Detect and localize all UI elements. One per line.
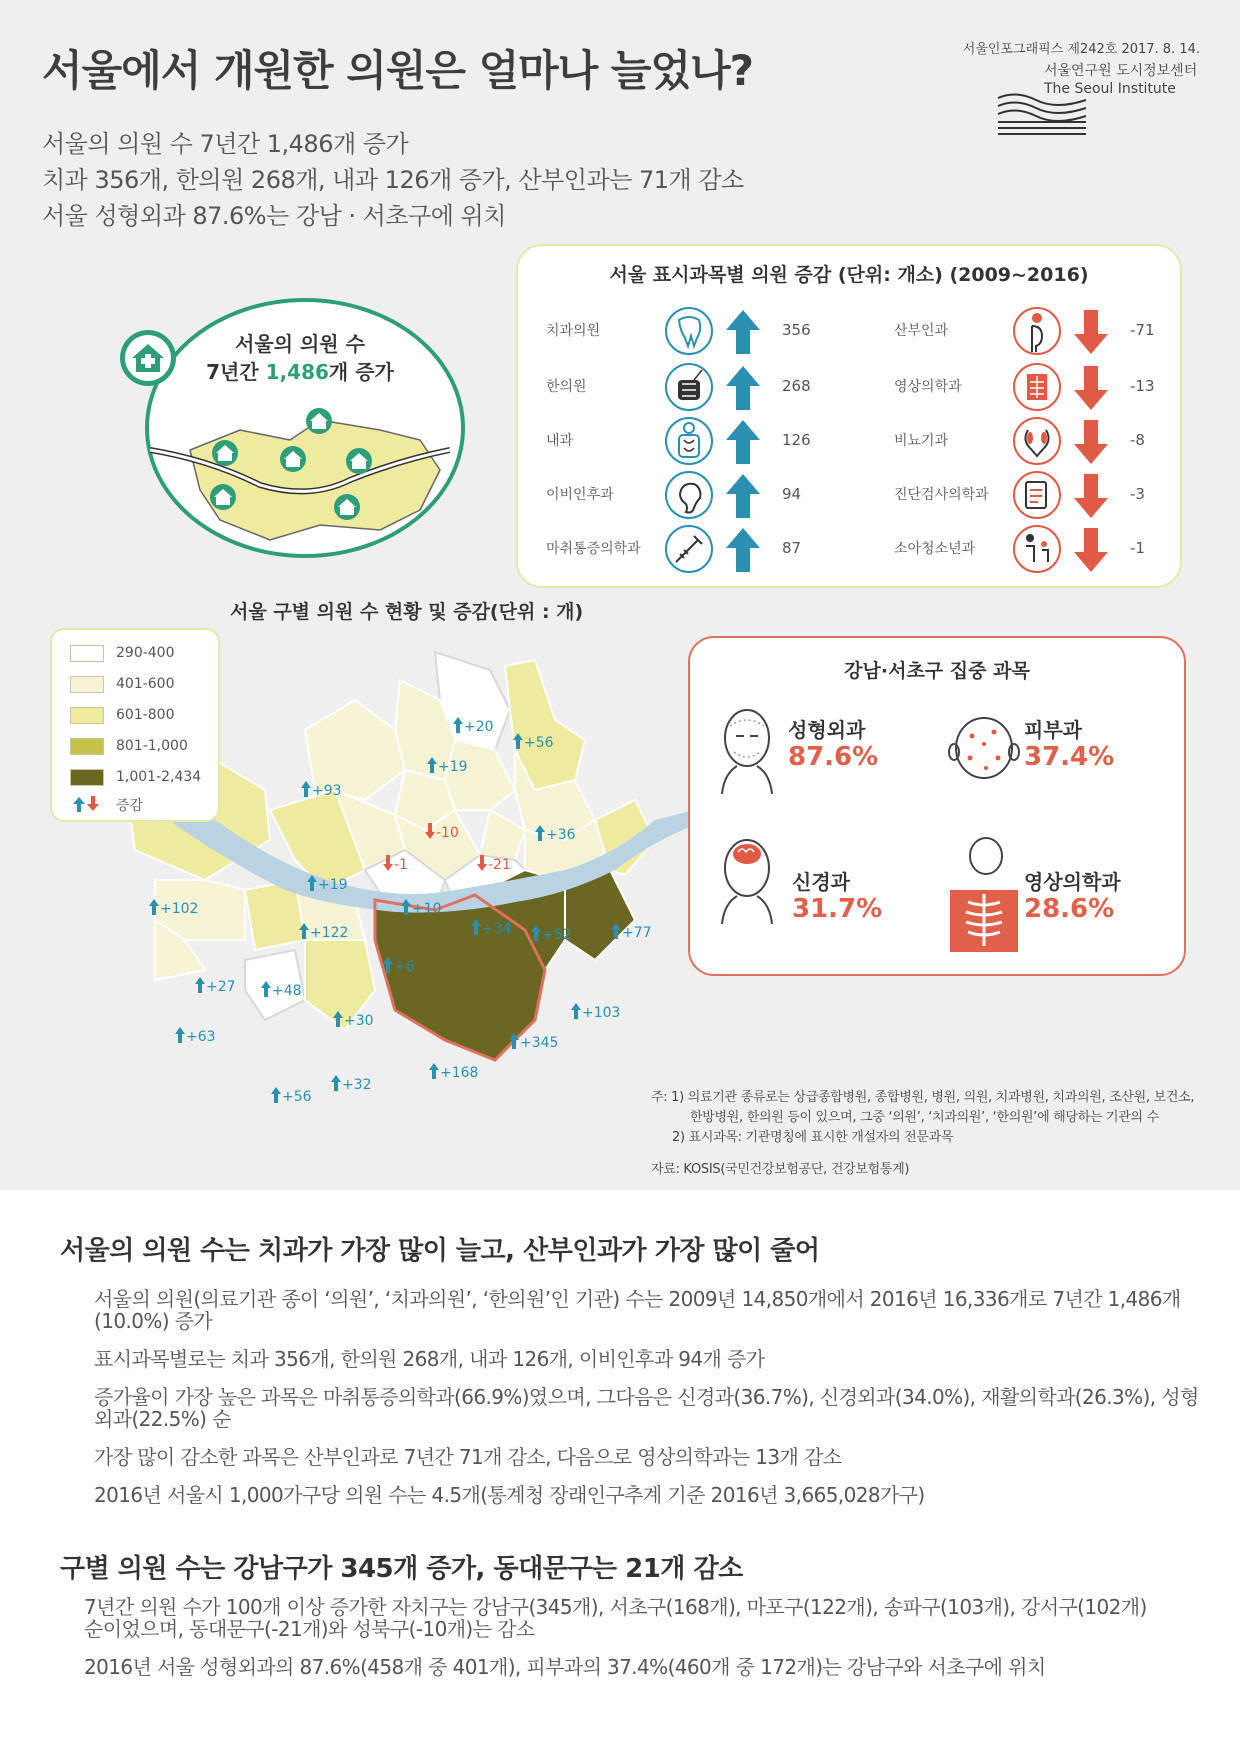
summary-number: 1,486 <box>265 360 329 384</box>
summary-line2: 7년간 1,486개 증가 <box>206 360 394 384</box>
up-arrow-icon <box>724 472 762 520</box>
syringe-icon <box>664 524 714 574</box>
category-value: -8 <box>1130 431 1145 449</box>
note-1b: 한방병원, 한의원 등이 있으며, 그중 ‘의원’, ‘치과의원’, ‘한의원’에 해당하는 기관의 수 <box>690 1110 1159 1125</box>
category-value: -3 <box>1130 485 1145 503</box>
category-label: 내과 <box>546 433 574 449</box>
district-change-label <box>452 716 494 735</box>
legend-swatch <box>70 738 104 755</box>
internal-organs-icon <box>664 416 714 466</box>
district-change-label <box>476 854 511 873</box>
xray-icon <box>1012 362 1062 412</box>
category-row-down-4 <box>894 468 1174 522</box>
source-note: 자료: KOSIS(국민건강보험공단, 건강보험통계) <box>651 1162 910 1177</box>
map-legend <box>50 628 220 822</box>
category-value: 126 <box>782 431 811 449</box>
district-change-value: +6 <box>394 959 415 975</box>
district-change-label <box>534 824 576 843</box>
up-arrow-icon <box>174 1026 186 1044</box>
gangnam-item-name-1: 성형외과 <box>788 718 866 742</box>
gangnam-item-pct-3: 31.7% <box>792 894 883 924</box>
district-change-label <box>424 822 459 841</box>
district-change-label <box>530 924 572 943</box>
district-change-value: +20 <box>464 719 494 735</box>
up-arrow-icon <box>452 716 464 734</box>
gangnam-item-name-4: 영상의학과 <box>1024 870 1121 894</box>
up-arrow-icon <box>724 364 762 412</box>
page-title: 서울에서 개원한 의원은 얼마나 늘었나? <box>42 46 754 95</box>
district-change-value: +345 <box>520 1035 559 1051</box>
subtitle-2: 치과 356개, 한의원 268개, 내과 126개 증가, 산부인과는 71개 감소 <box>42 166 744 194</box>
district-change-label <box>194 976 236 995</box>
legend-label: 801-1,000 <box>116 738 188 754</box>
up-arrow-icon <box>428 1062 440 1080</box>
category-label: 진단검사의학과 <box>894 487 989 503</box>
up-down-arrow-icon <box>70 795 104 812</box>
section1-para3a: 증가율이 가장 높은 과목은 마취통증의학과(66.9%)였으며, 그다음은 신경과(36.7%), 신경외과(34.0%), 재활의학과(26.3%), 성형 <box>94 1385 1199 1409</box>
legend-label: 401-600 <box>116 676 175 692</box>
district-change-value: +93 <box>312 783 342 799</box>
mini-seoul-map <box>150 400 450 550</box>
up-arrow-icon <box>300 780 312 798</box>
district-change-label <box>382 956 415 975</box>
category-label: 마취통증의학과 <box>546 541 641 557</box>
up-arrow-icon <box>610 922 622 940</box>
up-arrow-icon <box>270 1086 282 1104</box>
section2-para2: 2016년 서울 성형외과의 87.6%(458개 중 401개), 피부과의 37.4%(460개 중 172개)는 강남구와 서초구에 위치 <box>84 1655 1046 1679</box>
district-change-value: +63 <box>186 1029 216 1045</box>
section1-para2: 표시과목별로는 치과 356개, 한의원 268개, 내과 126개, 이비인후과 94개 증가 <box>94 1347 765 1371</box>
district-change-value: +36 <box>546 827 576 843</box>
category-value: -71 <box>1130 321 1155 339</box>
section1-para4: 가장 많이 감소한 과목은 산부인과로 7년간 71개 감소, 다음으로 영상의학과는 13개 감소 <box>94 1445 842 1469</box>
up-arrow-icon <box>512 732 524 750</box>
category-row-up-4 <box>546 468 826 522</box>
gangnam-item-pct-2: 37.4% <box>1024 742 1115 772</box>
gangnam-item-pct-4: 28.6% <box>1024 894 1115 924</box>
category-value: 94 <box>782 485 802 503</box>
district-change-value: +168 <box>440 1065 479 1081</box>
district-change-label <box>570 1002 620 1021</box>
district-change-value: +30 <box>344 1013 374 1029</box>
legend-label: 1,001-2,434 <box>116 769 202 785</box>
district-change-value: +48 <box>272 983 302 999</box>
district-change-label <box>382 854 408 873</box>
issue-number: 서울인포그래픽스 제242호 2017. 8. 14. <box>962 42 1200 57</box>
ear-icon <box>664 470 714 520</box>
section1-para5: 2016년 서울시 1,000가구당 의원 수는 4.5개(통계청 장래인구추계 기준 2016년 3,665,028가구) <box>94 1483 925 1507</box>
org-name-korean: 서울연구원 도시정보센터 <box>1044 63 1198 79</box>
section1-para3b: 외과(22.5%) 순 <box>94 1407 231 1431</box>
district-change-value: +56 <box>282 1089 312 1105</box>
district-change-label <box>298 922 348 941</box>
category-label: 치과의원 <box>546 323 601 339</box>
category-value: 356 <box>782 321 811 339</box>
category-label: 이비인후과 <box>546 487 614 503</box>
tooth-icon <box>664 306 714 356</box>
up-arrow-icon <box>260 980 272 998</box>
legend-label: 290-400 <box>116 645 175 661</box>
section2-para1b: 순이었으며, 동대문구(-21개)와 성북구(-10개)는 감소 <box>84 1617 535 1641</box>
category-row-down-5 <box>894 522 1174 576</box>
district-change-label <box>400 898 442 917</box>
note-1a: 주: 1) 의료기관 종류로는 상급종합병원, 종합병원, 병원, 의원, 치과병원, 치과의원, 조산원, 보건소, <box>651 1090 1195 1105</box>
up-arrow-icon <box>306 874 318 892</box>
category-row-down-3 <box>894 414 1174 468</box>
district-change-label <box>512 732 554 751</box>
legend-swatch <box>70 769 104 786</box>
brain-head-icon <box>712 834 782 924</box>
district-change-label <box>470 918 512 937</box>
district-change-value: -10 <box>436 825 459 841</box>
district-change-label <box>148 898 198 917</box>
xray-body-icon <box>948 834 1020 954</box>
category-row-up-3 <box>546 414 826 468</box>
gangnam-item-name-3: 신경과 <box>792 870 850 894</box>
face-contour-icon <box>712 704 782 794</box>
district-change-label <box>428 1062 478 1081</box>
district-change-label <box>174 1026 216 1045</box>
district-change-value: -1 <box>394 857 408 873</box>
district-change-value: +19 <box>438 759 468 775</box>
category-row-down-2 <box>894 360 1174 414</box>
district-change-label <box>270 1086 312 1105</box>
district-change-label <box>508 1032 558 1051</box>
down-arrow-icon <box>1072 364 1110 412</box>
district-change-value: +27 <box>206 979 236 995</box>
district-change-value: +122 <box>310 925 349 941</box>
legend-swatch <box>70 707 104 724</box>
down-arrow-icon <box>1072 418 1110 466</box>
seoul-institute-logo-icon <box>996 90 1090 140</box>
up-arrow-icon <box>332 1010 344 1028</box>
category-label: 소아청소년과 <box>894 541 976 557</box>
district-change-value: +77 <box>622 925 652 941</box>
category-label: 산부인과 <box>894 323 949 339</box>
up-arrow-icon <box>400 898 412 916</box>
category-row-up-2 <box>546 360 826 414</box>
district-change-value: +52 <box>542 927 572 943</box>
up-arrow-icon <box>534 824 546 842</box>
pregnant-icon <box>1012 306 1062 356</box>
gangnam-panel-title: 강남·서초구 집중 과목 <box>844 660 1030 682</box>
subtitle-3: 서울 성형외과 87.6%는 강남 · 서초구에 위치 <box>42 202 506 230</box>
face-spots-icon <box>944 712 1024 782</box>
district-change-label <box>300 780 342 799</box>
up-arrow-icon <box>470 918 482 936</box>
gangnam-seocho-panel <box>688 636 1186 976</box>
district-map-title: 서울 구별 의원 수 현황 및 증감(단위 : 개) <box>230 601 584 623</box>
acupuncture-icon <box>664 362 714 412</box>
category-value: -1 <box>1130 539 1145 557</box>
category-label: 한의원 <box>546 379 587 395</box>
up-arrow-icon <box>148 898 160 916</box>
category-label: 영상의학과 <box>894 379 962 395</box>
up-arrow-icon <box>724 418 762 466</box>
district-change-label <box>260 980 302 999</box>
district-change-label <box>426 756 468 775</box>
district-change-value: +56 <box>524 735 554 751</box>
category-row-up-5 <box>546 522 826 576</box>
summary-text <box>190 330 410 386</box>
up-arrow-icon <box>570 1002 582 1020</box>
down-arrow-icon <box>1072 308 1110 356</box>
section2-para1a: 7년간 의원 수가 100개 이상 증가한 자치구는 강남구(345개), 서초구(168개), 마포구(122개), 송파구(103개), 강서구(102개) <box>84 1595 1147 1619</box>
down-arrow-icon <box>476 854 488 872</box>
category-row-up-1 <box>546 304 826 358</box>
category-panel-title: 서울 표시과목별 의원 증감 (단위: 개소) (2009~2016) <box>609 264 1089 286</box>
down-arrow-icon <box>1072 472 1110 520</box>
legend-swatch <box>70 645 104 662</box>
up-arrow-icon <box>724 526 762 574</box>
up-arrow-icon <box>508 1032 520 1050</box>
district-change-value: +34 <box>482 921 512 937</box>
gangnam-item-pct-1: 87.6% <box>788 742 879 772</box>
down-arrow-icon <box>382 854 394 872</box>
category-value: 268 <box>782 377 811 395</box>
section1-para1b: (10.0%) 증가 <box>94 1309 213 1333</box>
category-row-down-1 <box>894 304 1174 358</box>
clipboard-icon <box>1012 470 1062 520</box>
gangnam-item-name-2: 피부과 <box>1024 718 1082 742</box>
legend-swatch <box>70 676 104 693</box>
district-change-label <box>610 922 652 941</box>
org-name-english: The Seoul Institute <box>1044 81 1176 97</box>
up-arrow-icon <box>298 922 310 940</box>
up-arrow-icon <box>330 1074 342 1092</box>
summary-line1: 서울의 의원 수 <box>235 332 365 356</box>
up-arrow-icon <box>724 308 762 356</box>
section2-heading: 구별 의원 수는 강남구가 345개 증가, 동대문구는 21개 감소 <box>60 1554 743 1584</box>
district-change-value: +19 <box>318 877 348 893</box>
district-change-value: -21 <box>488 857 511 873</box>
down-arrow-icon <box>1072 526 1110 574</box>
clinic-house-icon <box>118 328 178 388</box>
note-2: 2) 표시과목: 기관명칭에 표시한 개설자의 전문과목 <box>672 1130 954 1145</box>
section1-para1a: 서울의 의원(의료기관 종이 ‘의원’, ‘치과의원’, ‘한의원’인 기관) 수는 2009년 14,850개에서 2016년 16,336개로 7년간 1,486개 <box>94 1287 1181 1311</box>
district-change-label <box>306 874 348 893</box>
up-arrow-icon <box>426 756 438 774</box>
up-arrow-icon <box>530 924 542 942</box>
up-arrow-icon <box>194 976 206 994</box>
district-change-label <box>330 1074 372 1093</box>
district-change-label <box>332 1010 374 1029</box>
category-value: -13 <box>1130 377 1155 395</box>
legend-label: 601-800 <box>116 707 175 723</box>
category-label: 비뇨기과 <box>894 433 949 449</box>
district-change-value: +32 <box>342 1077 372 1093</box>
section1-heading: 서울의 의원 수는 치과가 가장 많이 늘고, 산부인과가 가장 많이 줄어 <box>60 1236 820 1266</box>
category-value: 87 <box>782 539 802 557</box>
district-change-value: +102 <box>160 901 199 917</box>
up-arrow-icon <box>382 956 394 974</box>
down-arrow-icon <box>424 822 436 840</box>
subtitle-1: 서울의 의원 수 7년간 1,486개 증가 <box>42 130 409 158</box>
child-doctor-icon <box>1012 524 1062 574</box>
district-change-value: +10 <box>412 901 442 917</box>
district-change-value: +103 <box>582 1005 621 1021</box>
legend-change-label: 증감 <box>116 798 144 814</box>
kidney-icon <box>1012 416 1062 466</box>
